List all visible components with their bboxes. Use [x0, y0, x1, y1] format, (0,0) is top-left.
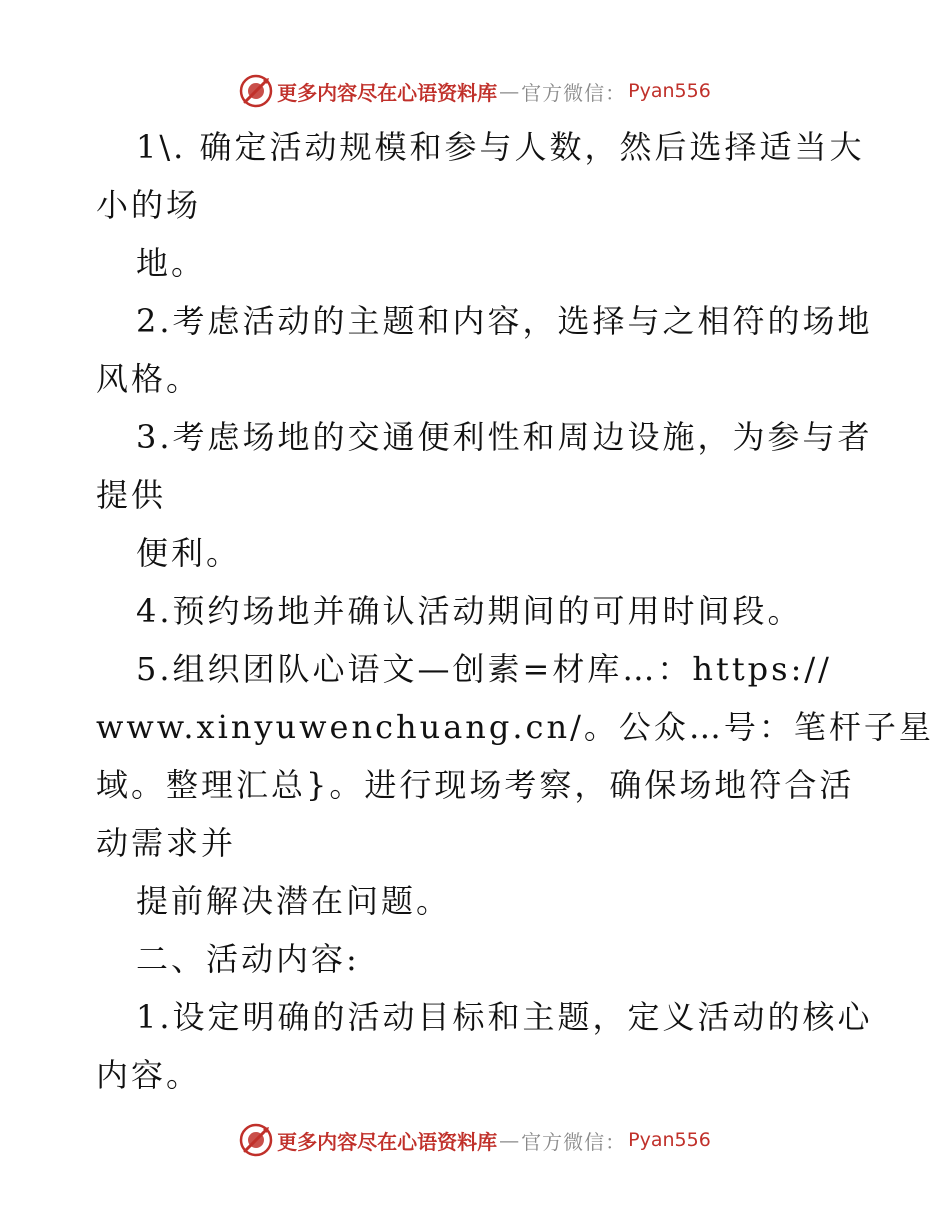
text-line: 提供	[96, 476, 167, 514]
text-line: www.xinyuwenchuang.cn/。公众…号：笔杆子星	[96, 708, 934, 746]
text-line: 域。整理汇总}。进行现场考察，确保场地符合活	[96, 766, 855, 804]
banner-dash: —	[499, 1128, 520, 1152]
text-line: 3.考虑场地的交通便利性和周边设施，为参与者	[136, 418, 873, 456]
brand-logo-icon	[239, 1123, 273, 1157]
text-line: 4.预约场地并确认活动期间的可用时间段。	[136, 592, 803, 630]
banner-dash: —	[499, 79, 520, 103]
text-line: 1.设定明确的活动目标和主题，定义活动的核心	[136, 998, 873, 1036]
banner-wechat-id: Pyan556	[628, 1129, 711, 1151]
text-line: 动需求并	[96, 824, 237, 862]
banner-title: 更多内容尽在心语资料库	[277, 1129, 498, 1154]
text-line: 地。	[136, 244, 207, 282]
text-line: 1\. 确定活动规模和参与人数，然后选择适当大	[136, 128, 865, 166]
banner-wechat-label: 官方微信：	[521, 80, 627, 105]
text-line: 便利。	[136, 534, 242, 572]
banner-wechat-label: 官方微信：	[521, 1129, 627, 1154]
text-line: 提前解决潜在问题。	[136, 882, 452, 920]
document-body	[96, 118, 934, 1104]
banner-title: 更多内容尽在心语资料库	[277, 80, 498, 105]
banner-wechat-id: Pyan556	[628, 80, 711, 102]
text-line: 内容。	[96, 1056, 202, 1094]
footer-banner	[0, 1120, 950, 1160]
text-line: 5.组织团队心语文—创素=材库…：https://	[136, 650, 832, 688]
text-line: 2.考虑活动的主题和内容，选择与之相符的场地	[136, 302, 873, 340]
text-line: 小的场	[96, 186, 202, 224]
header-banner	[0, 71, 950, 111]
brand-logo-icon	[239, 74, 273, 108]
text-line: 风格。	[96, 360, 202, 398]
section-heading: 二、活动内容:	[136, 940, 360, 978]
